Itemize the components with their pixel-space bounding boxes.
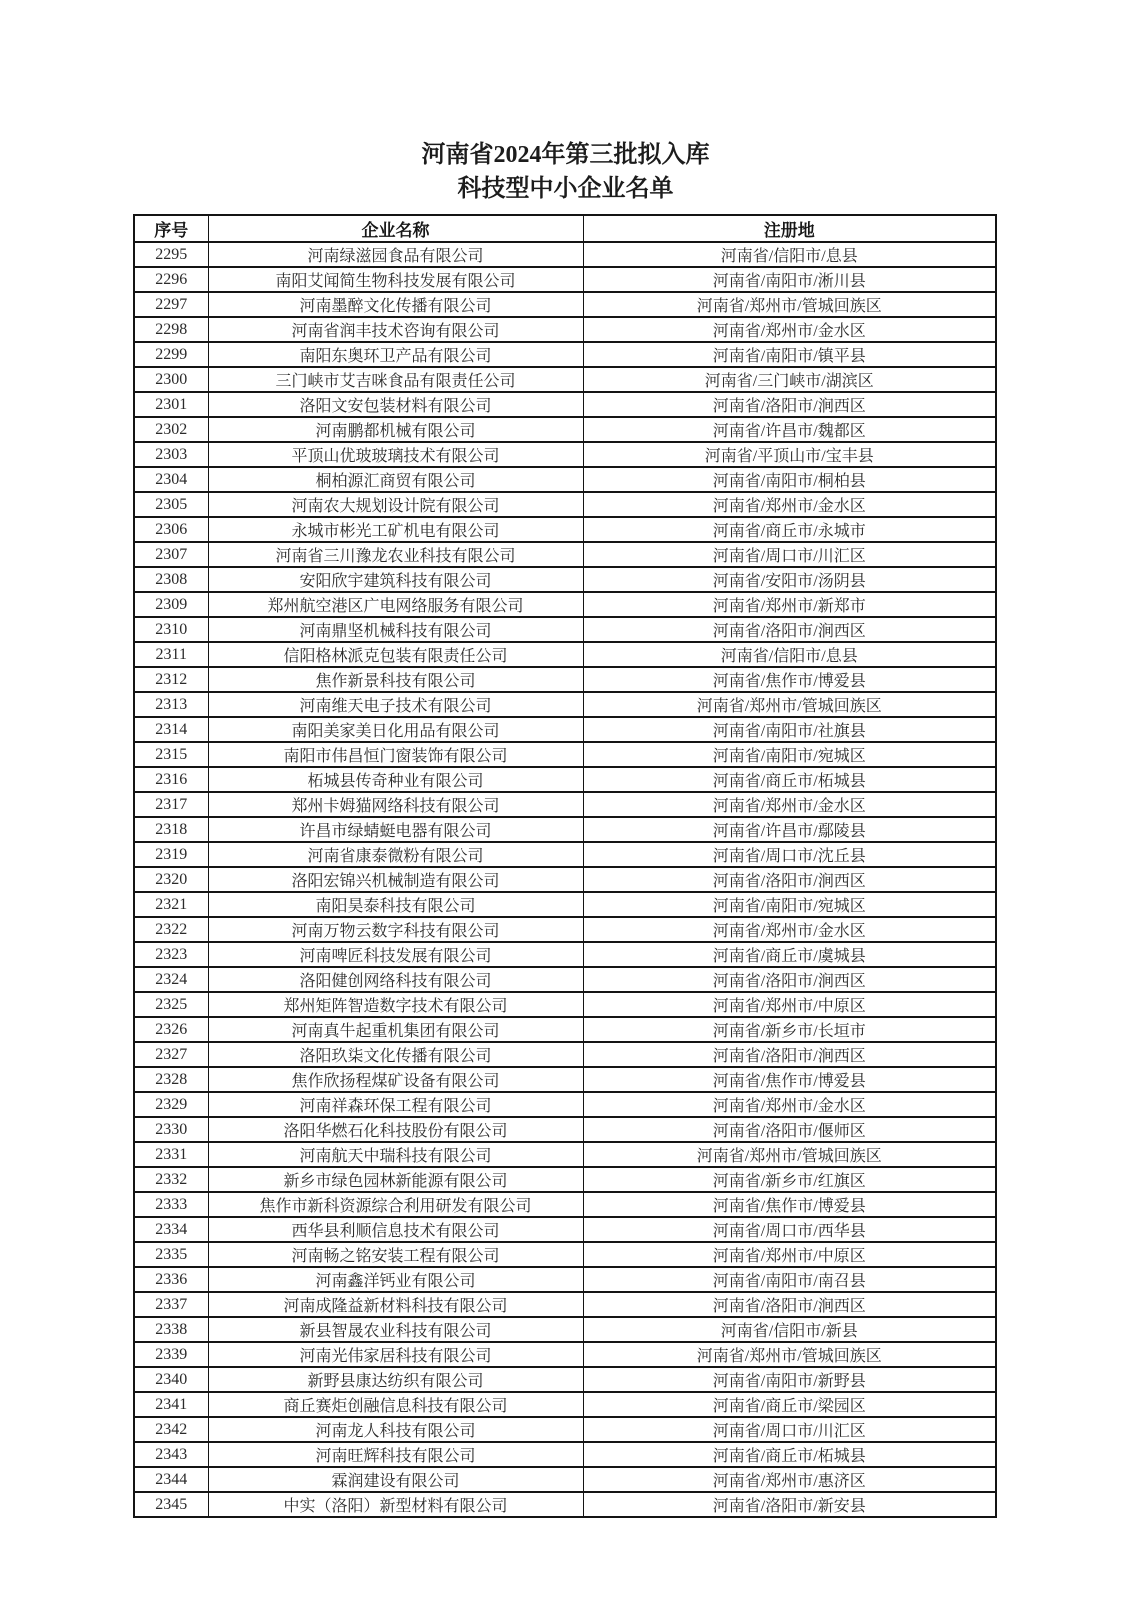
row-cell-location: 河南省/商丘市/虞城县 [583,942,996,967]
row-cell-location: 河南省/许昌市/魏都区 [583,417,996,442]
document-title-line2: 科技型中小企业名单 [457,176,674,202]
row-cell-index: 2318 [134,817,208,842]
table-row [134,917,996,942]
row-cell-index: 2301 [134,392,208,417]
row-cell-index: 2319 [134,842,208,867]
row-cell-location: 河南省/郑州市/惠济区 [583,1467,996,1492]
row-cell-name: 郑州卡姆猫网络科技有限公司 [208,792,583,817]
row-cell-name: 柘城县传奇种业有限公司 [208,767,583,792]
table-row [134,1017,996,1042]
row-cell-index: 2327 [134,1042,208,1067]
table-row [134,942,996,967]
table-row [134,417,996,442]
row-cell-index: 2331 [134,1142,208,1167]
header-cell-location: 注册地 [583,215,996,242]
table-row [134,292,996,317]
row-cell-location: 河南省/信阳市/新县 [583,1317,996,1342]
table-row [134,1242,996,1267]
row-cell-index: 2305 [134,492,208,517]
row-cell-location: 河南省/洛阳市/涧西区 [583,1292,996,1317]
table-row [134,1267,996,1292]
table-row [134,442,996,467]
row-cell-name: 河南省三川豫龙农业科技有限公司 [208,542,583,567]
row-cell-location: 河南省/洛阳市/涧西区 [583,967,996,992]
row-cell-index: 2295 [134,242,208,267]
row-cell-name: 永城市彬光工矿机电有限公司 [208,517,583,542]
table-row [134,767,996,792]
row-cell-index: 2326 [134,1017,208,1042]
row-cell-name: 河南真牛起重机集团有限公司 [208,1017,583,1042]
row-cell-location: 河南省/周口市/西华县 [583,1217,996,1242]
row-cell-index: 2314 [134,717,208,742]
row-cell-name: 桐柏源汇商贸有限公司 [208,467,583,492]
company-table-header [134,215,996,242]
row-cell-location: 河南省/信阳市/息县 [583,642,996,667]
row-cell-location: 河南省/郑州市/金水区 [583,1092,996,1117]
row-cell-location: 河南省/南阳市/淅川县 [583,267,996,292]
row-cell-location: 河南省/焦作市/博爱县 [583,1192,996,1217]
table-row [134,1142,996,1167]
row-cell-name: 河南绿滋园食品有限公司 [208,242,583,267]
table-row [134,1342,996,1367]
row-cell-name: 西华县利顺信息技术有限公司 [208,1217,583,1242]
table-row [134,1392,996,1417]
table-row [134,892,996,917]
row-cell-location: 河南省/信阳市/息县 [583,242,996,267]
row-cell-name: 新县智晟农业科技有限公司 [208,1317,583,1342]
row-cell-name: 南阳美家美日化用品有限公司 [208,717,583,742]
row-cell-location: 河南省/洛阳市/涧西区 [583,392,996,417]
row-cell-location: 河南省/郑州市/管城回族区 [583,1342,996,1367]
table-row [134,1117,996,1142]
row-cell-location: 河南省/郑州市/金水区 [583,492,996,517]
row-cell-location: 河南省/郑州市/管城回族区 [583,1142,996,1167]
table-row [134,867,996,892]
row-cell-location: 河南省/许昌市/鄢陵县 [583,817,996,842]
row-cell-name: 河南鼎坚机械科技有限公司 [208,617,583,642]
table-row [134,692,996,717]
row-cell-index: 2299 [134,342,208,367]
company-table-body [134,242,996,1517]
row-cell-name: 河南省康泰微粉有限公司 [208,842,583,867]
row-cell-name: 郑州航空港区广电网络服务有限公司 [208,592,583,617]
row-cell-index: 2306 [134,517,208,542]
table-row [134,517,996,542]
row-cell-location: 河南省/周口市/川汇区 [583,542,996,567]
row-cell-location: 河南省/新乡市/长垣市 [583,1017,996,1042]
table-row [134,1042,996,1067]
row-cell-name: 霖润建设有限公司 [208,1467,583,1492]
table-row [134,1092,996,1117]
row-cell-index: 2317 [134,792,208,817]
row-cell-index: 2342 [134,1417,208,1442]
row-cell-location: 河南省/南阳市/宛城区 [583,742,996,767]
row-cell-name: 安阳欣宇建筑科技有限公司 [208,567,583,592]
table-row [134,267,996,292]
table-row [134,717,996,742]
row-cell-index: 2337 [134,1292,208,1317]
table-row [134,317,996,342]
row-cell-index: 2333 [134,1192,208,1217]
table-row [134,542,996,567]
row-cell-name: 三门峡市艾吉咪食品有限责任公司 [208,367,583,392]
row-cell-index: 2332 [134,1167,208,1192]
row-cell-name: 河南旺辉科技有限公司 [208,1442,583,1467]
row-cell-location: 河南省/新乡市/红旗区 [583,1167,996,1192]
row-cell-name: 洛阳宏锦兴机械制造有限公司 [208,867,583,892]
table-row [134,1417,996,1442]
row-cell-location: 河南省/洛阳市/涧西区 [583,867,996,892]
row-cell-name: 南阳东奥环卫产品有限公司 [208,342,583,367]
header-row [134,215,996,242]
row-cell-location: 河南省/郑州市/管城回族区 [583,292,996,317]
table-row [134,1367,996,1392]
row-cell-index: 2344 [134,1467,208,1492]
row-cell-name: 南阳市伟昌恒门窗装饰有限公司 [208,742,583,767]
row-cell-index: 2328 [134,1067,208,1092]
table-row [134,467,996,492]
row-cell-name: 焦作新景科技有限公司 [208,667,583,692]
row-cell-name: 河南省润丰技术咨询有限公司 [208,317,583,342]
row-cell-name: 商丘赛炬创融信息科技有限公司 [208,1392,583,1417]
table-row [134,1442,996,1467]
row-cell-location: 河南省/安阳市/汤阴县 [583,567,996,592]
row-cell-name: 河南万物云数字科技有限公司 [208,917,583,942]
row-cell-index: 2345 [134,1492,208,1517]
row-cell-index: 2338 [134,1317,208,1342]
row-cell-name: 河南航天中瑞科技有限公司 [208,1142,583,1167]
row-cell-index: 2309 [134,592,208,617]
row-cell-name: 河南啤匠科技发展有限公司 [208,942,583,967]
table-row [134,242,996,267]
row-cell-index: 2340 [134,1367,208,1392]
row-cell-index: 2307 [134,542,208,567]
row-cell-index: 2325 [134,992,208,1017]
row-cell-name: 中实（洛阳）新型材料有限公司 [208,1492,583,1517]
table-row [134,492,996,517]
row-cell-index: 2304 [134,467,208,492]
row-cell-name: 洛阳玖柒文化传播有限公司 [208,1042,583,1067]
row-cell-location: 河南省/南阳市/镇平县 [583,342,996,367]
table-row [134,1317,996,1342]
table-row [134,1067,996,1092]
row-cell-index: 2315 [134,742,208,767]
row-cell-name: 新野县康达纺织有限公司 [208,1367,583,1392]
row-cell-name: 河南畅之铭安装工程有限公司 [208,1242,583,1267]
row-cell-location: 河南省/三门峡市/湖滨区 [583,367,996,392]
row-cell-name: 焦作市新科资源综合利用研发有限公司 [208,1192,583,1217]
row-cell-location: 河南省/平顶山市/宝丰县 [583,442,996,467]
row-cell-index: 2329 [134,1092,208,1117]
row-cell-location: 河南省/郑州市/新郑市 [583,592,996,617]
table-row [134,1292,996,1317]
row-cell-name: 平顶山优玻玻璃技术有限公司 [208,442,583,467]
row-cell-index: 2343 [134,1442,208,1467]
row-cell-index: 2297 [134,292,208,317]
company-table [133,214,997,1518]
row-cell-name: 洛阳健创网络科技有限公司 [208,967,583,992]
table-row [134,392,996,417]
row-cell-location: 河南省/郑州市/金水区 [583,792,996,817]
row-cell-index: 2302 [134,417,208,442]
row-cell-name: 河南成隆益新材料科技有限公司 [208,1292,583,1317]
table-row [134,1467,996,1492]
table-row [134,1492,996,1517]
row-cell-location: 河南省/南阳市/宛城区 [583,892,996,917]
row-cell-location: 河南省/周口市/川汇区 [583,1417,996,1442]
table-row [134,992,996,1017]
table-row [134,642,996,667]
row-cell-name: 南阳艾闻简生物科技发展有限公司 [208,267,583,292]
header-cell-index: 序号 [134,215,208,242]
row-cell-index: 2300 [134,367,208,392]
row-cell-index: 2321 [134,892,208,917]
row-cell-location: 河南省/郑州市/中原区 [583,992,996,1017]
row-cell-name: 河南农大规划设计院有限公司 [208,492,583,517]
row-cell-location: 河南省/商丘市/柘城县 [583,767,996,792]
row-cell-location: 河南省/洛阳市/涧西区 [583,617,996,642]
row-cell-index: 2323 [134,942,208,967]
row-cell-location: 河南省/南阳市/桐柏县 [583,467,996,492]
table-row [134,667,996,692]
row-cell-index: 2324 [134,967,208,992]
row-cell-location: 河南省/郑州市/管城回族区 [583,692,996,717]
table-row [134,792,996,817]
row-cell-index: 2303 [134,442,208,467]
table-row [134,592,996,617]
row-cell-location: 河南省/郑州市/中原区 [583,1242,996,1267]
row-cell-index: 2311 [134,642,208,667]
row-cell-index: 2336 [134,1267,208,1292]
row-cell-location: 河南省/商丘市/柘城县 [583,1442,996,1467]
row-cell-name: 洛阳华燃石化科技股份有限公司 [208,1117,583,1142]
row-cell-name: 河南墨醉文化传播有限公司 [208,292,583,317]
table-row [134,817,996,842]
row-cell-index: 2298 [134,317,208,342]
row-cell-name: 河南维天电子技术有限公司 [208,692,583,717]
row-cell-index: 2320 [134,867,208,892]
row-cell-location: 河南省/商丘市/永城市 [583,517,996,542]
row-cell-index: 2296 [134,267,208,292]
table-row [134,1192,996,1217]
row-cell-index: 2341 [134,1392,208,1417]
row-cell-location: 河南省/洛阳市/新安县 [583,1492,996,1517]
header-cell-name: 企业名称 [208,215,583,242]
row-cell-index: 2335 [134,1242,208,1267]
table-row [134,967,996,992]
row-cell-name: 郑州矩阵智造数字技术有限公司 [208,992,583,1017]
document-title [0,138,1131,206]
row-cell-index: 2312 [134,667,208,692]
row-cell-index: 2316 [134,767,208,792]
table-row [134,1217,996,1242]
row-cell-name: 河南龙人科技有限公司 [208,1417,583,1442]
row-cell-index: 2310 [134,617,208,642]
row-cell-index: 2339 [134,1342,208,1367]
row-cell-name: 河南光伟家居科技有限公司 [208,1342,583,1367]
row-cell-location: 河南省/郑州市/金水区 [583,917,996,942]
row-cell-name: 许昌市绿蜻蜓电器有限公司 [208,817,583,842]
row-cell-index: 2334 [134,1217,208,1242]
row-cell-name: 洛阳文安包装材料有限公司 [208,392,583,417]
table-row [134,1167,996,1192]
row-cell-index: 2330 [134,1117,208,1142]
row-cell-location: 河南省/洛阳市/偃师区 [583,1117,996,1142]
table-row [134,342,996,367]
row-cell-name: 河南鹏都机械有限公司 [208,417,583,442]
row-cell-location: 河南省/焦作市/博爱县 [583,1067,996,1092]
row-cell-location: 河南省/南阳市/南召县 [583,1267,996,1292]
row-cell-name: 河南祥森环保工程有限公司 [208,1092,583,1117]
row-cell-index: 2308 [134,567,208,592]
table-row [134,842,996,867]
table-row [134,567,996,592]
row-cell-name: 南阳昊泰科技有限公司 [208,892,583,917]
row-cell-location: 河南省/南阳市/新野县 [583,1367,996,1392]
table-row [134,742,996,767]
row-cell-index: 2313 [134,692,208,717]
row-cell-location: 河南省/洛阳市/涧西区 [583,1042,996,1067]
row-cell-name: 河南鑫洋钙业有限公司 [208,1267,583,1292]
row-cell-index: 2322 [134,917,208,942]
row-cell-name: 焦作欣扬程煤矿设备有限公司 [208,1067,583,1092]
row-cell-location: 河南省/焦作市/博爱县 [583,667,996,692]
table-row [134,367,996,392]
row-cell-location: 河南省/周口市/沈丘县 [583,842,996,867]
table-row [134,617,996,642]
row-cell-name: 新乡市绿色园林新能源有限公司 [208,1167,583,1192]
row-cell-location: 河南省/商丘市/梁园区 [583,1392,996,1417]
row-cell-location: 河南省/郑州市/金水区 [583,317,996,342]
document-title-line1: 河南省2024年第三批拟入库 [421,142,710,168]
row-cell-location: 河南省/南阳市/社旗县 [583,717,996,742]
row-cell-name: 信阳格林派克包装有限责任公司 [208,642,583,667]
